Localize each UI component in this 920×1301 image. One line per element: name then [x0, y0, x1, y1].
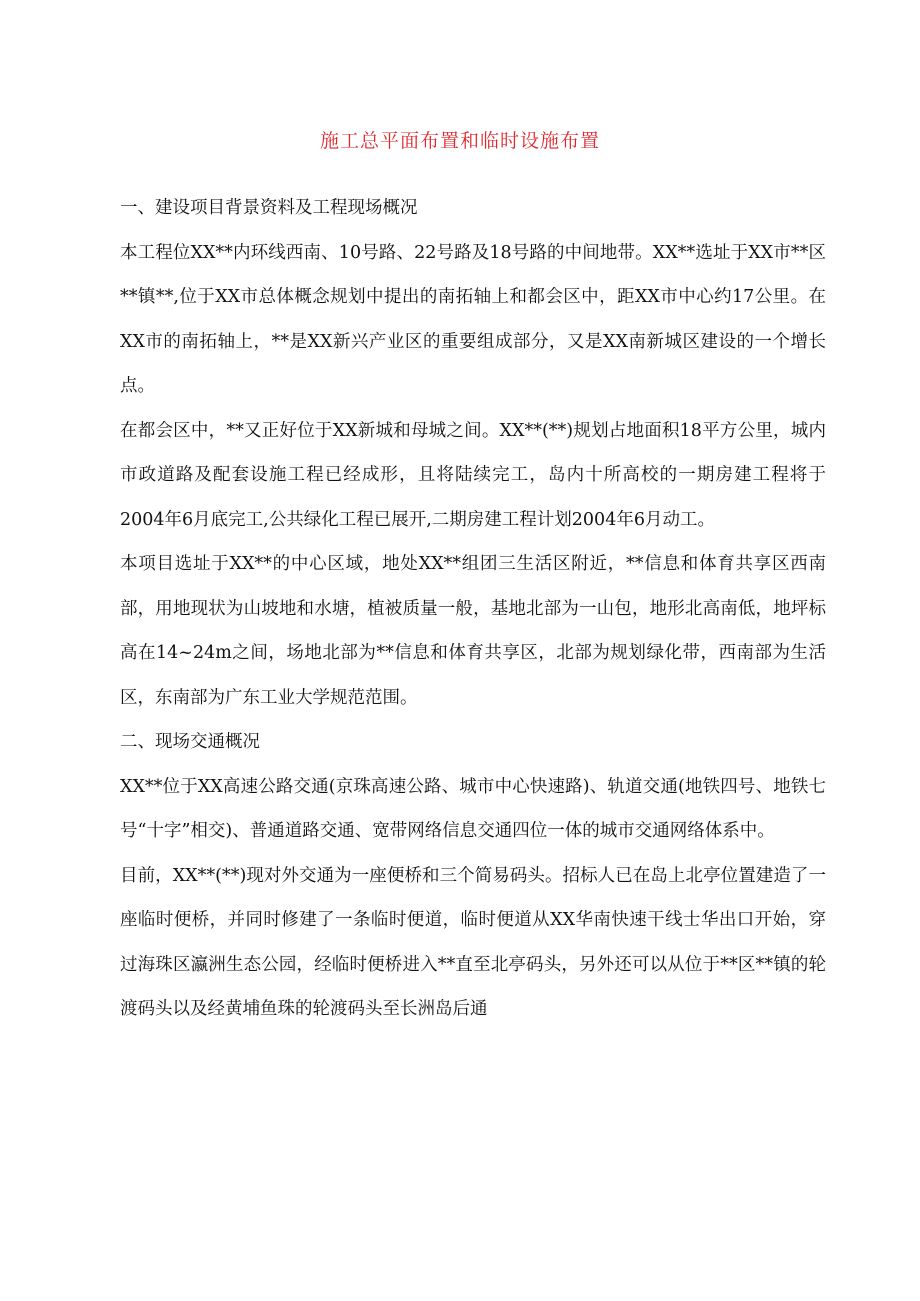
section-heading-1: 一、建设项目背景资料及工程现场概况	[120, 198, 418, 218]
document-title: 施工总平面布置和临时设施布置	[319, 130, 600, 152]
paragraph-metropolitan-area: 在都会区中，**又正好位于XX新城和母城之间。XX**(**)规划占地面积18平方公里，城内市政道路及配套设施工程已经成形，且将陆续完工，岛内十所高校的一期房建工程将于2004年6月底完工,公共绿化工程已展开,二期房建工程计划2004年6月动工。	[120, 420, 826, 530]
document-body	[120, 186, 826, 1032]
paragraph-site-conditions: 本项目选址于XX**的中心区域，地处XX**组团三生活区附近，**信息和体育共享区西南部，用地现状为山坡地和水塘，植被质量一般，基地北部为一山包，地形北高南低，地坪标高在14~24m之间，场地北部为**信息和体育共享区，北部为规划绿化带，西南部为生活区，东南部为广东工业大学规范范围。	[120, 554, 826, 708]
paragraph-transport-network: XX**位于XX高速公路交通(京珠高速公路、城市中心快速路)、轨道交通(地铁四号、地铁七号“十字”相交)、普通道路交通、宽带网络信息交通四位一体的城市交通网络体系中。	[120, 776, 826, 841]
paragraph-project-location: 本工程位XX**内环线西南、10号路、22号路及18号路的中间地带。XX**选址于XX市**区**镇**,位于XX市总体概念规划中提出的南拓轴上和都会区中，距XX市中心约17公里。在XX市的南拓轴上，**是XX新兴产业区的重要组成部分，又是XX南新城区建设的一个增长点。	[120, 242, 826, 396]
paragraph-current-access: 目前，XX**(**)现对外交通为一座便桥和三个简易码头。招标人已在岛上北亭位置建造了一座临时便桥，并同时修建了一条临时便道，临时便道从XX华南快速干线士华出口开始，穿过海珠区瀛洲生态公园，经临时便桥进入**直至北亭码头，另外还可以从位于**区**镇的轮渡码头以及经黄埔鱼珠的轮渡码头至长洲岛后通	[120, 865, 826, 1019]
section-heading-2: 二、现场交通概况	[120, 732, 260, 752]
